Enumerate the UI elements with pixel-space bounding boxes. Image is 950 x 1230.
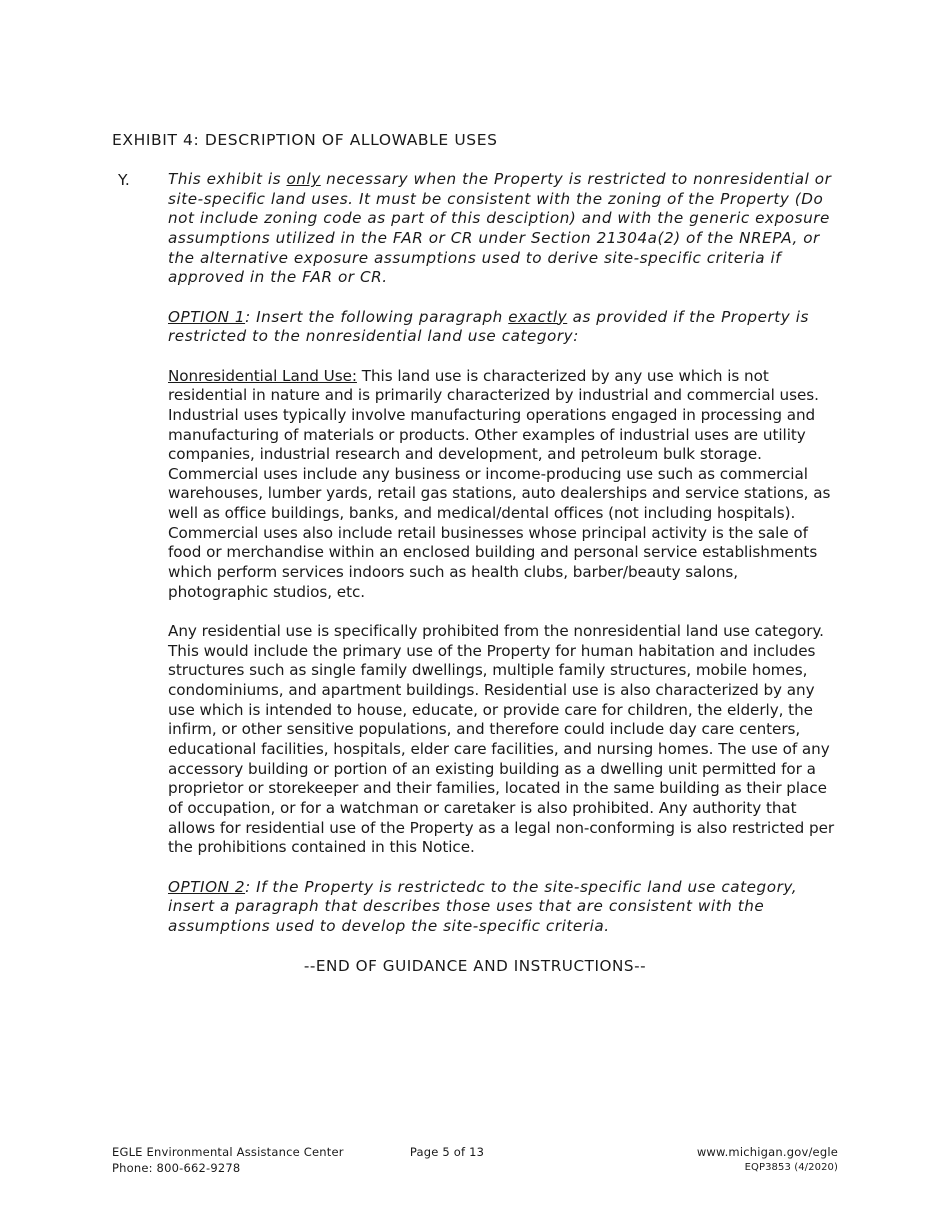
- option1-label: OPTION 1: [168, 307, 246, 326]
- end-of-guidance-line: [0, 957, 950, 975]
- form-code: EQP3853 (4/2020): [744, 1162, 838, 1173]
- intro-paragraph: [168, 170, 840, 288]
- paragraph-spacer: [168, 858, 840, 878]
- option1-text-pre: : Insert the following paragraph: [245, 307, 509, 326]
- option1-emphasis-exactly: exactly: [508, 307, 568, 326]
- residential-paragraph: Any residential use is specifically prohibited from the nonresidential land use category. This would include the primary use of the Property for human habitation and includes structures such as single family dwellings, multiple family structures, mobile homes, condominiums, and apartment buildings. Residential use is also characterized by any use which is intended to house, educate, or provide care for children, the elderly, the infirm, or other sensitive populations, and therefore could include day care centers, educational facilities, hospitals, elder care facilities, and nursing homes. The use of any accessory building or portion of an existing building as a dwelling unit permitted for a proprietor or storekeeper and their families, located in the same building as their place of occupation, or for a watchman or caretaker is also prohibited. Any authority that allows for residential use of the Property as a legal non-conforming is also restricted per the prohibitions contained in this Notice.: [168, 622, 835, 857]
- exhibit-body: [168, 170, 840, 937]
- option1-text-post: as provided if the Property is restricted to the nonresidential land use category:: [168, 307, 809, 346]
- option2-text: : If the Property is restrictedc to the site-specific land use category, insert a paragraph that describes those uses that are consistent with the assumptions used to develop the site-specific criteria.: [168, 877, 798, 935]
- nonresidential-label: Nonresidential Land Use:: [168, 366, 357, 385]
- footer-url: www.michigan.gov/egle: [696, 1145, 838, 1159]
- option2-label: OPTION 2: [168, 877, 246, 896]
- footer-phone: Phone: 800-662-9278: [112, 1161, 241, 1175]
- item-letter: Y.: [118, 171, 131, 189]
- paragraph-spacer: [168, 347, 840, 367]
- intro-emphasis-only: only: [286, 170, 321, 188]
- paragraph-spacer: [168, 602, 840, 622]
- option2-paragraph: [168, 878, 840, 937]
- footer-org: EGLE Environmental Assistance Center: [112, 1145, 344, 1159]
- nonresidential-paragraph: [168, 367, 840, 603]
- intro-text-pre: This exhibit is: [168, 170, 287, 188]
- nonresidential-text: This land use is characterized by any use which is not residential in nature and is primarily characterized by industrial and commercial uses. Industrial uses typically involve manufacturing operations engaged in processing and manufacturing of materials or products. Other examples of industrial uses are utility companies, industrial research and development, and petroleum bulk storage. Commercial uses include any business or income-producing use such as commercial warehouses, lumber yards, retail gas stations, auto dealerships and service stations, as well as office buildings, banks, and medical/dental offices (not including hospitals). Commercial uses also include retail businesses whose principal activity is the sale of food or merchandise within an enclosed building and personal service establishments which perform services indoors such as health clubs, barber/beauty salons, photographic studios, etc.: [168, 366, 831, 601]
- paragraph-spacer: [168, 288, 840, 308]
- intro-text-post: necessary when the Property is restricted to nonresidential or site-specific land uses. It must be consistent with the zoning of the Property (Do not include zoning code as part of this desciption) and with the generic exposure assumptions utilized in the FAR or CR under Section 21304a(2) of the NREPA, or the alternative exposure assumptions used to derive site-specific criteria if approved in the FAR or CR.: [168, 170, 832, 287]
- end-of-guidance-text: --END OF GUIDANCE AND INSTRUCTIONS--: [303, 957, 647, 975]
- option1-paragraph: [168, 308, 840, 347]
- footer-right: [697, 1144, 838, 1176]
- page-number: Page 5 of 13: [409, 1145, 485, 1159]
- exhibit-heading: EXHIBIT 4: DESCRIPTION OF ALLOWABLE USES: [112, 131, 498, 149]
